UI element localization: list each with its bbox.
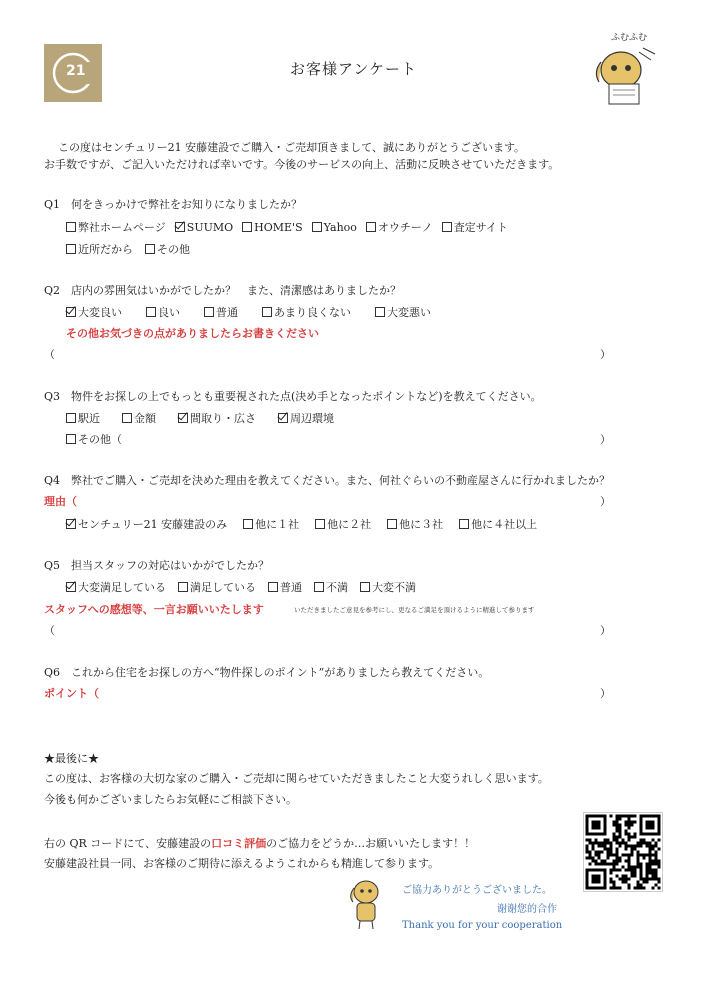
q1-option[interactable]	[312, 221, 357, 234]
dog-mascot-icon	[583, 42, 663, 110]
thanks-english: Thank you for your cooperation	[402, 920, 563, 931]
q2-note: その他お気づきの点がありましたらお書きください	[66, 327, 319, 340]
q1-question: Q1 何をきっかけで弊社をお知りになりましたか？	[44, 198, 303, 211]
q3-other-label: その他（	[78, 433, 122, 446]
q5-note: スタッフへの感想等、一言お願いいたします	[44, 603, 264, 616]
q5-option-label: 不満	[326, 581, 348, 594]
q3-paren-close: ）	[600, 433, 611, 446]
q4-option-label: 他に４社以上	[471, 518, 538, 531]
q2-option-label: 良い	[158, 306, 180, 319]
mascot-reading	[583, 30, 663, 110]
q1-option-label: その他	[157, 243, 190, 256]
q4-option-label: 他に２社	[327, 518, 372, 531]
q6-paren-close: ）	[600, 687, 611, 700]
q5-option[interactable]	[178, 581, 256, 594]
q2-checkbox[interactable]	[375, 307, 385, 317]
q1-options-row1	[66, 219, 517, 235]
q2-paren-open: （	[44, 348, 55, 361]
q1-option-label: オウチーノ	[377, 221, 433, 234]
q2-option[interactable]	[146, 306, 180, 319]
q4-option-label: 他に３社	[399, 518, 444, 531]
q1-option[interactable]	[442, 221, 508, 234]
q5-checkbox[interactable]	[66, 582, 76, 592]
closing-line-2: 今後も何かございましたらお気軽にご相談下さい。	[44, 793, 297, 806]
q3-checkbox[interactable]	[122, 413, 132, 423]
q3-option-label: 金額	[134, 412, 156, 425]
q3-other	[66, 431, 122, 447]
thanks-japanese: ご協力ありがとうございました。	[402, 885, 552, 896]
q3-option[interactable]	[66, 412, 100, 425]
q1-option[interactable]	[145, 243, 190, 256]
q5-options	[66, 579, 428, 595]
q2-option-label: 大変悪い	[387, 306, 431, 319]
q4-question: Q4 弊社でご購入・ご売却を決めた理由を教えてください。また、何社ぐらいの不動産屋さんに行かれましたか？	[44, 474, 611, 487]
q3-option-label: 間取り・広さ	[190, 412, 256, 425]
q1-checkbox[interactable]	[145, 244, 155, 254]
q5-option[interactable]	[360, 581, 416, 594]
q3-option-label: 周辺環境	[290, 412, 334, 425]
q4-checkbox[interactable]	[459, 519, 469, 529]
q5-option-label: 満足している	[190, 581, 256, 594]
page-title: お客様アンケート	[289, 60, 418, 78]
q3-checkbox[interactable]	[66, 413, 76, 423]
q4-option-label: センチュリー21 安藤建設のみ	[78, 518, 228, 531]
q5-question: Q5 担当スタッフの対応はいかがでしたか？	[44, 559, 270, 572]
q3-option[interactable]	[178, 412, 256, 425]
mascot-caption: ふむふむ	[611, 33, 648, 43]
q4-reason-label: 理由（	[44, 495, 77, 508]
closing-line-1: この度は、お客様の大切な家のご購入・ご売却に関らせていただきましたこと大変うれしく思います。	[44, 772, 549, 785]
q4-option[interactable]	[315, 518, 371, 531]
qr-request-highlight: 口コミ評価	[211, 837, 267, 850]
q5-note-small: いただきましたご意見を参考にし、更なるご満足を頂けるように精進して参ります	[294, 606, 535, 614]
q4-checkbox[interactable]	[243, 519, 253, 529]
q1-option-label: Yahoo	[323, 221, 357, 234]
q2-checkbox[interactable]	[146, 307, 156, 317]
q1-options-row2	[66, 241, 202, 257]
q3-option[interactable]	[122, 412, 156, 425]
q2-option-label: 大変良い	[78, 306, 122, 319]
q2-options	[66, 304, 455, 320]
q1-checkbox[interactable]	[366, 222, 376, 232]
q6-point-label: ポイント（	[44, 687, 99, 700]
q5-checkbox[interactable]	[360, 582, 370, 592]
q1-option[interactable]	[66, 243, 133, 256]
q2-option[interactable]	[375, 306, 431, 319]
q1-option[interactable]	[366, 221, 433, 234]
q1-checkbox[interactable]	[442, 222, 452, 232]
q2-paren-close: ）	[600, 348, 611, 361]
q1-option-label: HOME'S	[254, 221, 303, 234]
q4-checkbox[interactable]	[387, 519, 397, 529]
q2-checkbox[interactable]	[204, 307, 214, 317]
q1-checkbox[interactable]	[242, 222, 252, 232]
q4-paren-close: ）	[600, 495, 611, 508]
q2-question: Q2 店内の雰囲気はいかがでしたか？ また、清潔感はありましたか？	[44, 284, 402, 297]
q5-option[interactable]	[66, 581, 166, 594]
qr-code-icon	[584, 813, 662, 891]
q4-option[interactable]	[66, 518, 227, 531]
q3-options	[66, 410, 356, 426]
q4-option[interactable]	[243, 518, 299, 531]
dog-mascot-bow-icon	[345, 878, 387, 930]
intro-line-1: この度はセンチュリー21 安藤建設でご購入・ご売却頂きまして、誠にありがとうございます。	[58, 141, 526, 154]
q3-other-checkbox[interactable]	[66, 434, 76, 444]
qr-request-line	[44, 835, 475, 851]
q3-question: Q3 物件をお探しの上でもっとも重要視された点(決め手となったポイントなど)を教えてください。	[44, 390, 542, 403]
q1-option-label: 近所だから	[78, 243, 133, 256]
q3-option[interactable]	[278, 412, 334, 425]
q1-checkbox[interactable]	[66, 222, 76, 232]
q4-checkbox[interactable]	[315, 519, 325, 529]
q2-option[interactable]	[66, 306, 122, 319]
mascot-bowing	[345, 878, 387, 930]
q3-option-label: 駅近	[78, 412, 100, 425]
q4-option[interactable]	[387, 518, 443, 531]
q1-checkbox[interactable]	[175, 222, 185, 232]
q1-checkbox[interactable]	[66, 244, 76, 254]
q6-question: Q6 これから住宅をお探しの方へ“物件探しのポイント”がありましたら教えてください。	[44, 666, 490, 679]
q5-paren-close: ）	[600, 624, 611, 637]
q1-option[interactable]	[242, 221, 302, 234]
q5-option-label: 大変不満	[372, 581, 416, 594]
q4-option-label: 他に１社	[255, 518, 300, 531]
q5-option-label: 大変満足している	[78, 581, 166, 594]
q1-option-label: SUUMO	[186, 221, 234, 234]
q2-checkbox[interactable]	[262, 307, 272, 317]
q5-option[interactable]	[268, 581, 302, 594]
q5-paren-open: （	[44, 624, 55, 637]
q5-option-label: 普通	[280, 581, 302, 594]
q2-option-label: 普通	[216, 306, 238, 319]
closing-heading: ★最後に★	[44, 752, 99, 765]
q1-option-label: 弊社ホームページ	[78, 221, 166, 234]
q2-option[interactable]	[204, 306, 238, 319]
thanks-chinese: 谢谢您的合作	[497, 904, 557, 915]
q5-checkbox[interactable]	[268, 582, 278, 592]
logo-text: 21	[66, 63, 86, 79]
qr-request-pre: 右の QR コードにて、安藤建設の	[44, 837, 212, 850]
q4-checkbox[interactable]	[66, 519, 76, 529]
q4-options	[66, 516, 553, 532]
q1-option-label: 査定サイト	[453, 221, 508, 234]
q3-checkbox[interactable]	[178, 413, 188, 423]
q2-option[interactable]	[262, 306, 351, 319]
q1-option[interactable]	[66, 221, 166, 234]
q3-checkbox[interactable]	[278, 413, 288, 423]
q5-option[interactable]	[314, 581, 348, 594]
q2-option-label: あまり良くない	[274, 306, 351, 319]
q5-checkbox[interactable]	[178, 582, 188, 592]
q4-option[interactable]	[459, 518, 537, 531]
qr-code[interactable]	[583, 812, 663, 892]
q5-checkbox[interactable]	[314, 582, 324, 592]
q1-checkbox[interactable]	[312, 222, 322, 232]
q2-checkbox[interactable]	[66, 307, 76, 317]
q1-option[interactable]	[175, 221, 233, 234]
closing-last-line: 安藤建設社員一同、お客様のご期待に添えるようこれからも精進して参ります。	[44, 857, 440, 870]
intro-line-2: お手数ですが、ご記入いただければ幸いです。今後のサービスの向上、活動に反映させていただきます。	[44, 158, 560, 171]
qr-request-post: のご協力をどうか…お願いいたします！！	[266, 837, 476, 850]
